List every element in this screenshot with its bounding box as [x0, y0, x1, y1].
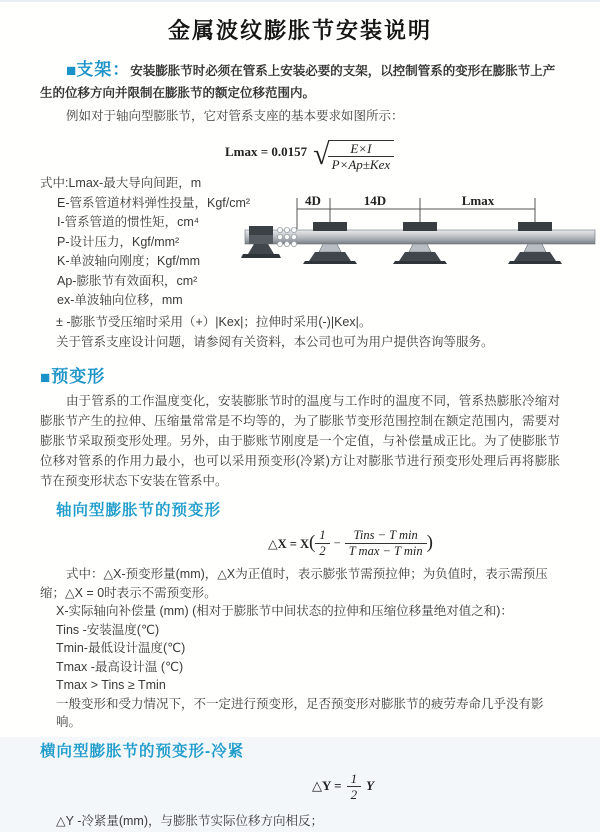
- definition-line: E-管系管道材料弹性投量，Kgf/cm²: [57, 195, 251, 210]
- axial-note: 一般变形和受力情况下，不一定进行预变形，足否预变形对膨胀节的疲劳寿命几乎没有影响。: [56, 696, 544, 729]
- pipe: [245, 230, 595, 244]
- lmax-formula-numerator: E×I: [328, 141, 395, 157]
- definition-line: ex-单波轴向位移，mm: [57, 293, 183, 307]
- half-numerator: 1: [315, 528, 329, 544]
- lateral-formula-lhs: △Y =: [312, 778, 342, 793]
- minus-operator: −: [333, 536, 341, 550]
- predeform-section-heading: 预变形: [51, 367, 106, 386]
- one-half-fraction: [347, 771, 362, 802]
- axial-note: Tmax > Tins ≥ Tmin: [56, 678, 166, 692]
- definition-line: Ap-膨胀节有效面积，cm²: [57, 273, 198, 288]
- support-intro-paragraph: [40, 59, 560, 104]
- axial-note: Tmax -最高设计温 (℃): [56, 659, 184, 674]
- axial-predeform-formula: [268, 528, 560, 559]
- axial-subsection-heading: 轴向型膨胀节的预变形: [56, 502, 222, 519]
- lmax-formula-fraction: [328, 140, 395, 172]
- definition-line: P-设计压力，Kgf/mm²: [57, 234, 180, 249]
- dim-label-14d: 14D: [363, 193, 387, 208]
- definition-line: I-管系管道的惯性矩，cm⁴: [57, 215, 200, 229]
- close-paren: ): [426, 531, 433, 553]
- definition-line: 式中:Lmax-最大导向间距，m: [40, 176, 202, 190]
- document-content: [0, 2, 600, 832]
- pipe-support-diagram: [241, 192, 598, 294]
- half-denominator: 2: [319, 544, 326, 558]
- half-numerator: 1: [347, 771, 362, 787]
- lmax-formula-lhs: Lmax = 0.0157: [225, 144, 308, 159]
- lateral-note: △Y -冷紧量(mm)，与膨胀节实际位移方向相反；: [56, 813, 324, 828]
- axial-note: 式中：△X-预变形量(mm)，△X为正值时，表示膨张节需预拉伸；为负值时，表示需预压缩；△X = 0时表示不需预变形。: [40, 567, 548, 600]
- axial-note: X-实际轴向补偿量 (mm) (相对于膨胀节中间状态的拉伸和压缩位移量绝对值之和)：: [56, 604, 513, 618]
- lmax-formula: [225, 136, 560, 172]
- temperature-denominator: T max − T min: [348, 544, 423, 558]
- axial-note: Tmin-最低设计温度(℃): [56, 641, 186, 655]
- consult-note: 关于管系支座设计问题，请参阅有关资料，本公司也可为用户提供咨询等服务。: [56, 335, 494, 349]
- lateral-predeform-formula: [312, 771, 560, 802]
- axial-note: Tins -安装温度(℃): [56, 622, 160, 637]
- lmax-formula-denominator: P×Ap±Kex: [331, 157, 391, 172]
- section-square-icon: ■: [66, 61, 77, 80]
- bellows-coils: [277, 227, 296, 246]
- support-example-line: 例如对于轴向型膨胀节，它对管系支座的基本要求如图所示：: [66, 109, 404, 123]
- plus-minus-note: ± -膨胀节受压缩时采用（+）|Kex|；拉伸时采用(-)|Kex|。: [56, 315, 372, 329]
- definition-line: K-单波轴向刚度；Kgf/mm: [57, 254, 201, 268]
- support-intro-text: 安装膨胀节时必须在管系上安装必要的支架，以控制管系的变形在膨胀节上产生的位移方向并限制在膨胀节的额定位移范围内。: [40, 64, 556, 100]
- lateral-formula-rhs: Y: [366, 778, 375, 793]
- predeform-section-heading-row: [40, 362, 560, 388]
- dim-label-lmax: Lmax: [461, 193, 495, 208]
- section-square-icon: ■: [40, 368, 52, 387]
- axial-formula-lhs: △X = X: [268, 536, 310, 551]
- temperature-fraction: [345, 528, 427, 559]
- page-title: 金属波纹膨胀节安装说明: [167, 18, 432, 43]
- dim-label-4d: 4D: [305, 193, 321, 208]
- half-denominator: 2: [350, 786, 358, 802]
- predeform-body-paragraph: 由于管系的工作温度变化，安装膨胀节时的温度与工作时的温度不同，管系热膨胀冷缩对膨胀节产生的拉伸、压缩量常常是不均等的，为了膨胀节变形范围控制在额定范围内，需要对膨胀节采取预变形处理。另外，由于膨账节刚度是一个定值，与补偿量成正比。为了使膨胀节位移对管系的作用力最小，也可以采用预变形(冷紧)方让对膨胀节进行预变形处理后再将膨胀节在预变形状态下安装在管系中。: [40, 394, 560, 488]
- support-section-heading: 支架：: [76, 60, 131, 79]
- open-paren: (: [309, 531, 316, 553]
- temperature-numerator: Tins − T min: [345, 528, 427, 544]
- lateral-subsection-heading: 横向型膨胀节的预变形-冷紧: [40, 742, 245, 760]
- radical-sign: √: [313, 138, 330, 171]
- one-half-fraction: [315, 528, 329, 559]
